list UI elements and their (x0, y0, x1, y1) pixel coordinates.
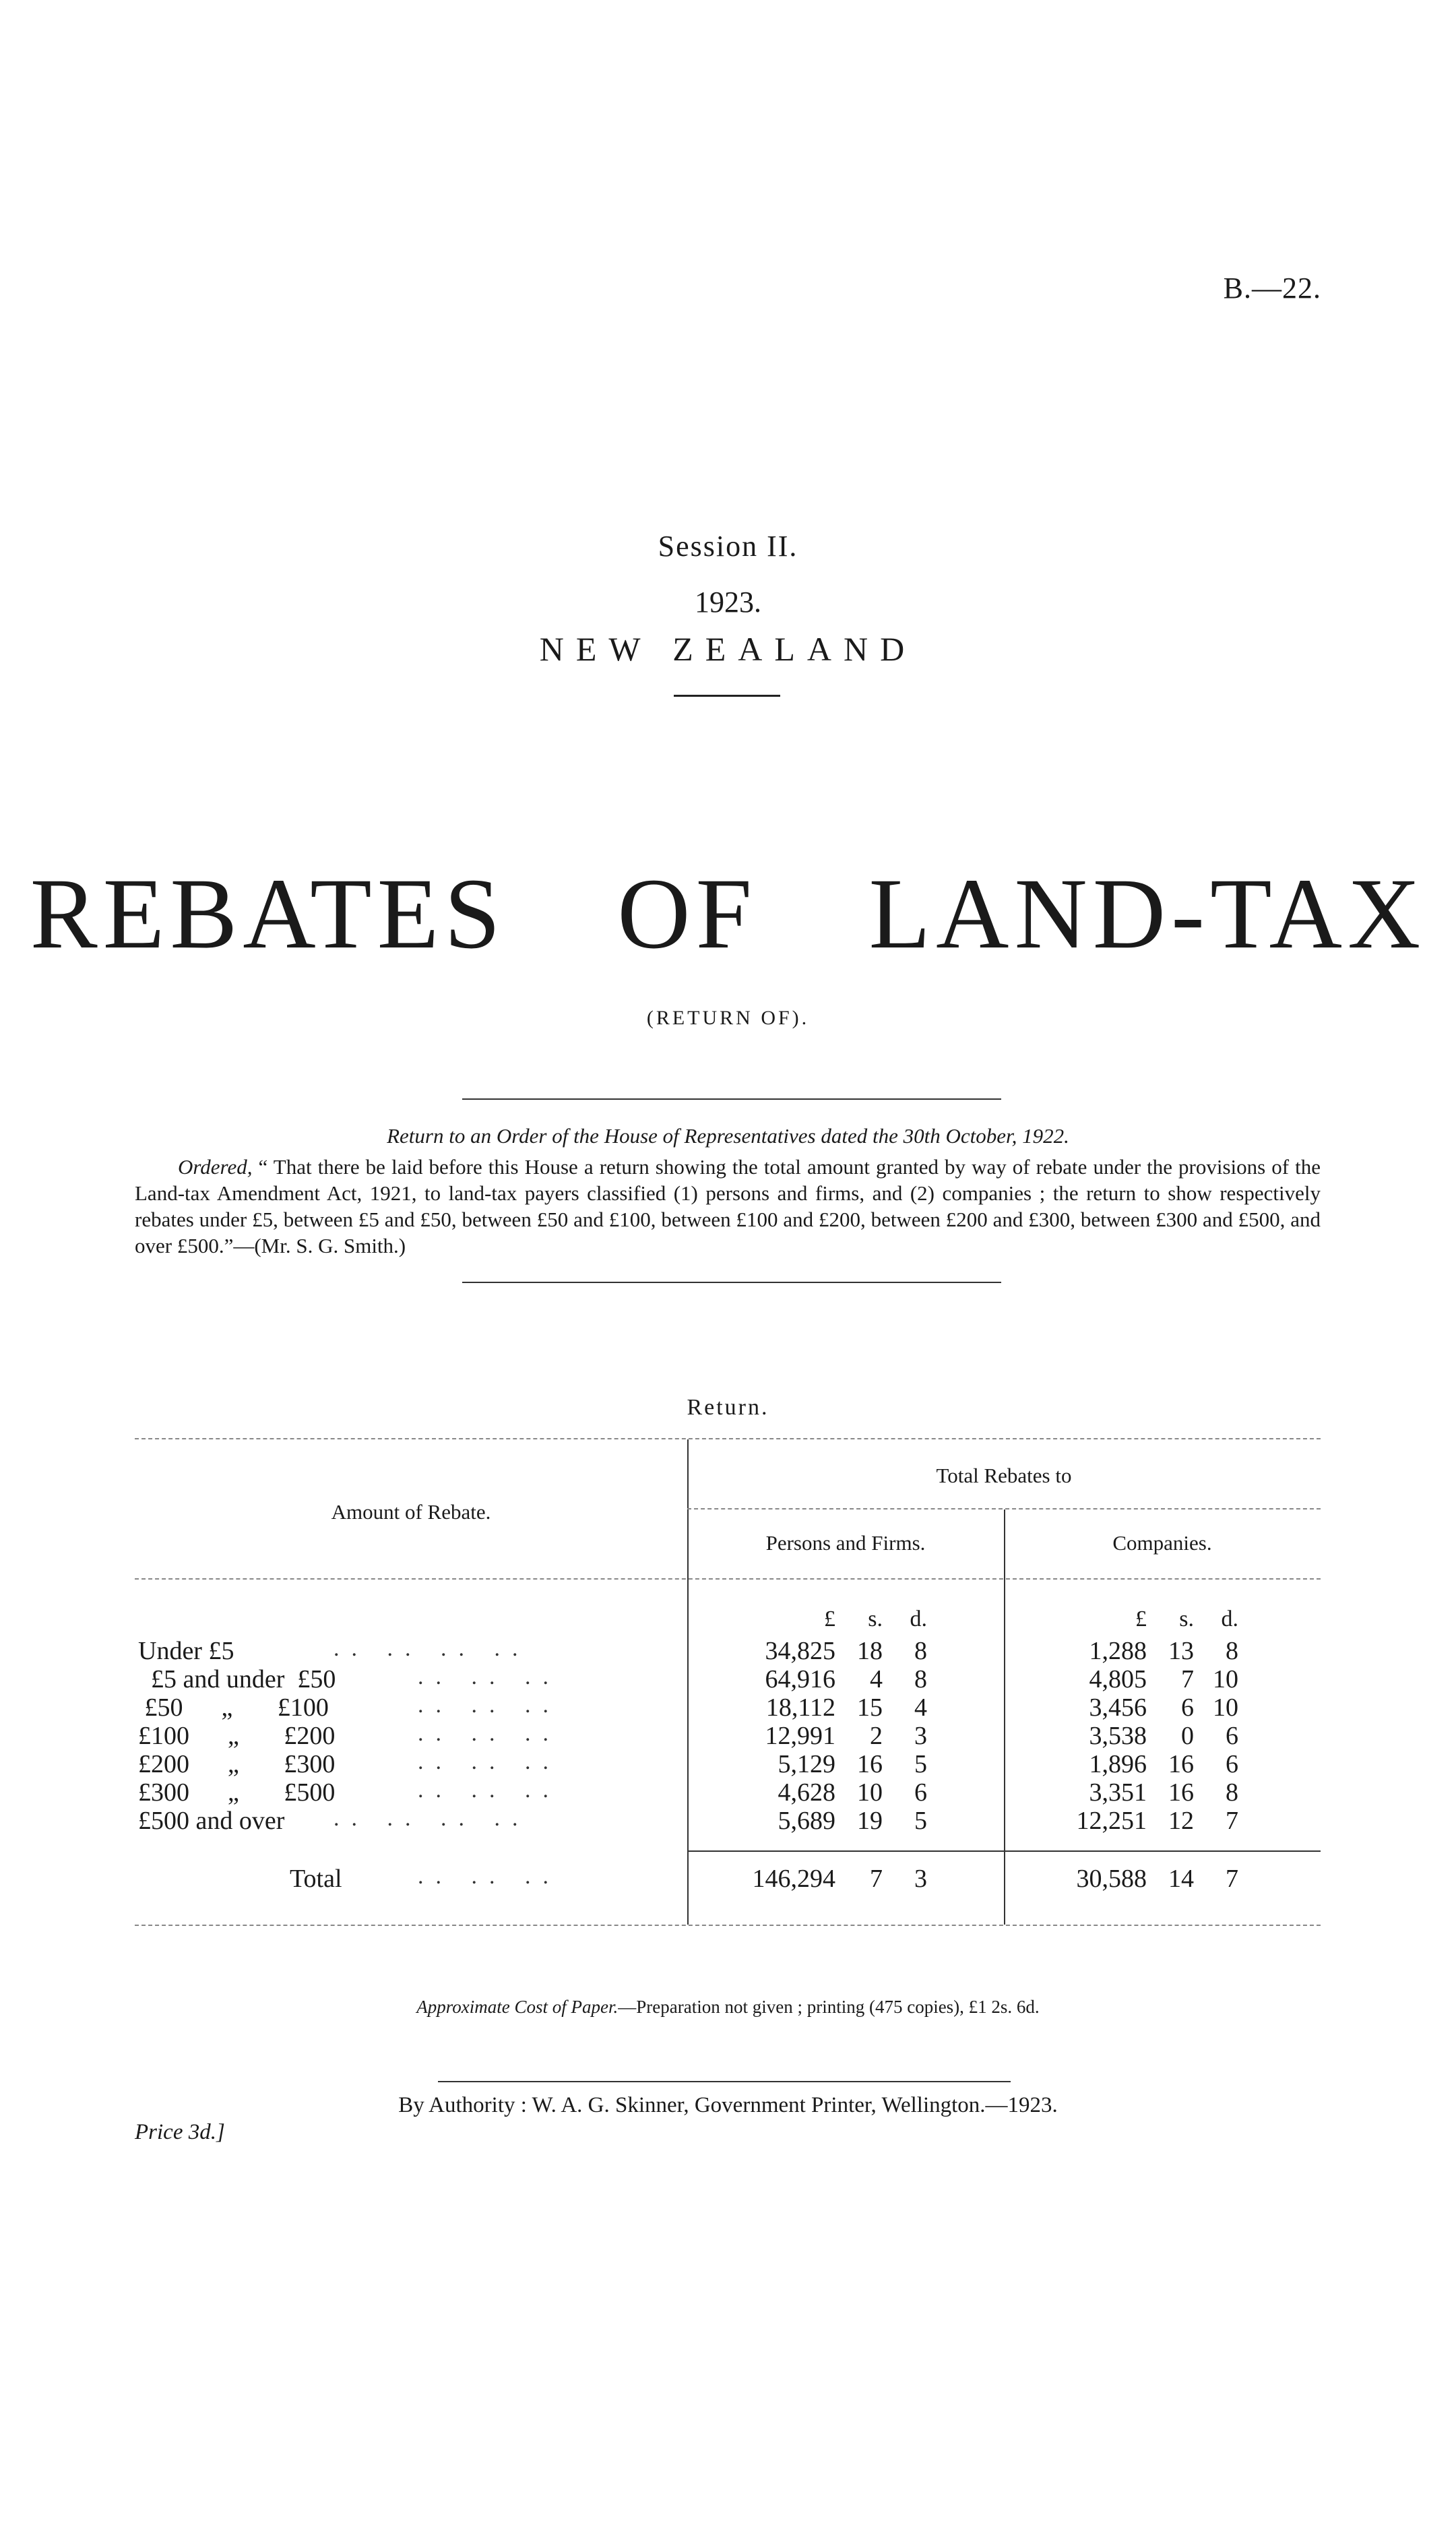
row-label: £200 „ £300 (138, 1750, 336, 1778)
persons-pounds: 64,916 (765, 1665, 835, 1693)
column-header-total: Total Rebates to (936, 1464, 1072, 1487)
header-divider (674, 695, 780, 697)
document-reference: B.—22. (1223, 272, 1321, 305)
companies-shillings: 16 (1168, 1750, 1194, 1778)
row-leader: .. .. .. .. (334, 1636, 530, 1661)
total-subheader-rule (687, 1508, 1321, 1509)
companies-pounds: 3,351 (1089, 1778, 1147, 1807)
persons-shillings: 15 (857, 1693, 883, 1722)
persons-pounds: 4,628 (778, 1778, 835, 1807)
companies-shillings: 7 (1181, 1665, 1194, 1693)
companies-pounds: 12,251 (1076, 1807, 1147, 1835)
row-leader: .. .. .. (418, 1721, 561, 1746)
total-persons-pence: 3 (914, 1865, 927, 1893)
companies-unit-pound: £ (1135, 1607, 1147, 1631)
table-divider-right (1004, 1509, 1005, 1925)
footer-rule (438, 2081, 1011, 2082)
persons-pence: 3 (914, 1722, 927, 1750)
total-leader: .. .. .. (418, 1864, 561, 1889)
order-line: Return to an Order of the House of Representatives dated the 30th October, 1922. (387, 1124, 1069, 1148)
row-label: £100 „ £200 (138, 1722, 336, 1750)
row-label: Under £5 (138, 1637, 234, 1665)
persons-pounds: 5,129 (778, 1750, 835, 1778)
row-label: £500 and over (138, 1807, 285, 1835)
persons-pounds: 34,825 (765, 1637, 835, 1665)
row-label: £300 „ £500 (138, 1778, 336, 1807)
order-paragraph (135, 1154, 1321, 1259)
companies-shillings: 0 (1181, 1722, 1194, 1750)
companies-pounds: 3,456 (1089, 1693, 1147, 1722)
column-header-companies: Companies. (1112, 1531, 1212, 1555)
persons-shillings: 18 (857, 1637, 883, 1665)
table-bottom-rule (135, 1925, 1321, 1926)
year-label: 1923. (695, 586, 761, 619)
companies-shillings: 6 (1181, 1693, 1194, 1722)
companies-pounds: 1,288 (1089, 1637, 1147, 1665)
persons-shillings: 4 (870, 1665, 883, 1693)
persons-shillings: 2 (870, 1722, 883, 1750)
row-label: £50 „ £100 (138, 1693, 329, 1722)
session-label: Session II. (658, 530, 798, 563)
companies-pence: 8 (1226, 1637, 1238, 1665)
page-title: REBATES OF LAND-TAX (30, 858, 1426, 970)
companies-pence: 10 (1213, 1693, 1238, 1722)
price-label: Price 3d.] (135, 2120, 225, 2144)
persons-pounds: 18,112 (765, 1693, 835, 1722)
return-heading: Return. (687, 1395, 769, 1420)
row-leader: .. .. .. .. (334, 1806, 530, 1831)
divider-bottom (462, 1282, 1001, 1283)
companies-pence: 6 (1226, 1750, 1238, 1778)
cost-text: —Preparation not given ; printing (475 copies), £1 2s. 6d. (618, 1997, 1040, 2017)
header-bottom-rule (135, 1578, 1321, 1580)
ordered-label: Ordered, (178, 1155, 253, 1179)
row-leader: .. .. .. (418, 1693, 561, 1718)
companies-pence: 10 (1213, 1665, 1238, 1693)
companies-unit-pence: d. (1221, 1607, 1238, 1631)
country-label: NEW ZEALAND (539, 630, 917, 668)
total-companies-pounds: 30,588 (1076, 1865, 1147, 1893)
companies-pence: 7 (1226, 1807, 1238, 1835)
total-label: Total (290, 1865, 342, 1893)
persons-shillings: 10 (857, 1778, 883, 1807)
total-companies-shillings: 14 (1168, 1865, 1194, 1893)
persons-pence: 4 (914, 1693, 927, 1722)
persons-unit-shillings: s. (868, 1607, 883, 1631)
companies-shillings: 16 (1168, 1778, 1194, 1807)
row-leader: .. .. .. (418, 1749, 561, 1774)
total-rule (687, 1850, 1321, 1852)
table-top-rule (135, 1438, 1321, 1439)
ordered-text: “ That there be laid before this House a return showing the total amount granted by way of rebate under the provisions of the Land-tax Amendment Act, 1921, to land-tax payers classified (1) persons and firms, and (2) companies ; the return to show respectively rebates under £5, between £5 and £50, between £50 and £100, between £100 and £200, between £200 and £300, between £300 and £500, and over £500.”—(Mr. S. G. Smith.) (135, 1155, 1321, 1257)
persons-pence: 8 (914, 1637, 927, 1665)
cost-note (0, 1997, 1456, 2018)
column-header-amount: Amount of Rebate. (331, 1500, 491, 1524)
total-persons-pounds: 146,294 (752, 1865, 835, 1893)
persons-unit-pound: £ (824, 1607, 835, 1631)
persons-pence: 5 (914, 1750, 927, 1778)
persons-shillings: 19 (857, 1807, 883, 1835)
divider-top (462, 1098, 1001, 1100)
page-subtitle: (RETURN OF). (646, 1007, 810, 1029)
persons-pounds: 12,991 (765, 1722, 835, 1750)
cost-label: Approximate Cost of Paper. (416, 1997, 619, 2017)
companies-pounds: 4,805 (1089, 1665, 1147, 1693)
companies-pounds: 1,896 (1089, 1750, 1147, 1778)
companies-shillings: 13 (1168, 1637, 1194, 1665)
companies-unit-shillings: s. (1179, 1607, 1194, 1631)
persons-pounds: 5,689 (778, 1807, 835, 1835)
authority-line: By Authority : W. A. G. Skinner, Government Printer, Wellington.—1923. (398, 2093, 1058, 2117)
row-leader: .. .. .. (418, 1664, 561, 1689)
table-divider-left (687, 1439, 689, 1925)
companies-pence: 6 (1226, 1722, 1238, 1750)
companies-pounds: 3,538 (1089, 1722, 1147, 1750)
column-header-persons: Persons and Firms. (765, 1531, 926, 1555)
companies-shillings: 12 (1168, 1807, 1194, 1835)
companies-pence: 8 (1226, 1778, 1238, 1807)
total-companies-pence: 7 (1226, 1865, 1238, 1893)
persons-pence: 8 (914, 1665, 927, 1693)
row-leader: .. .. .. (418, 1778, 561, 1803)
row-label: £5 and under £50 (138, 1665, 336, 1693)
persons-shillings: 16 (857, 1750, 883, 1778)
persons-unit-pence: d. (910, 1607, 927, 1631)
total-persons-shillings: 7 (870, 1865, 883, 1893)
persons-pence: 6 (914, 1778, 927, 1807)
persons-pence: 5 (914, 1807, 927, 1835)
